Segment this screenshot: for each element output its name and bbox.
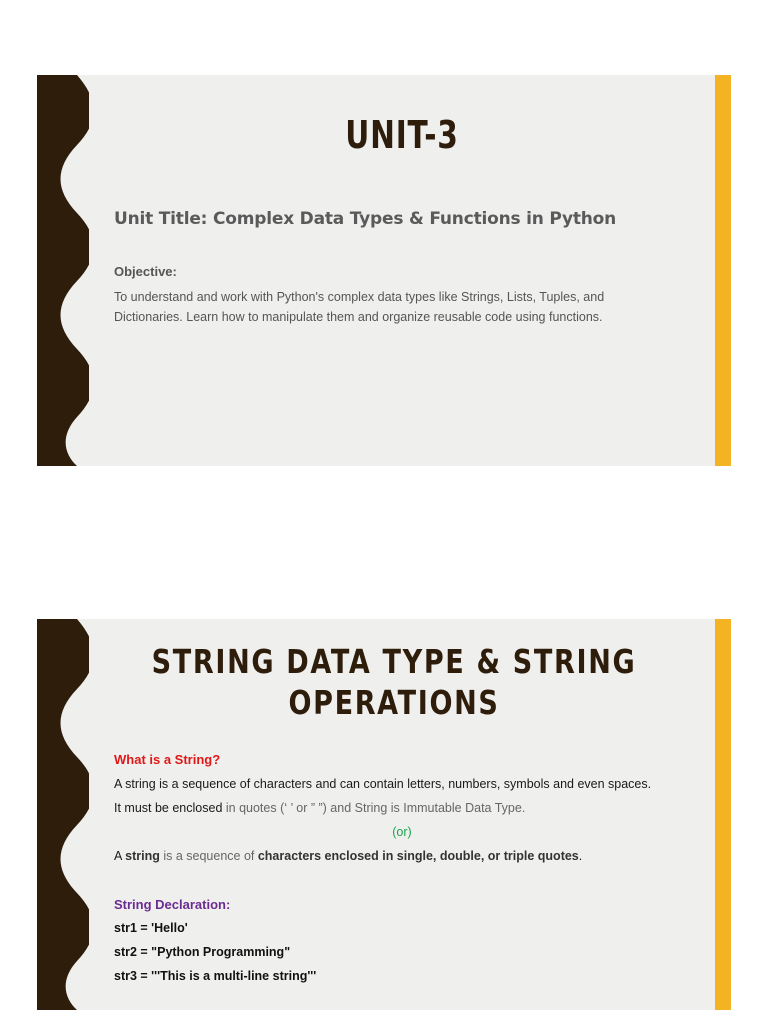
accent-bar-right xyxy=(715,75,731,466)
enclosed-text: It must be enclosed xyxy=(114,801,223,815)
slide-title: UNIT-3 xyxy=(345,113,459,157)
code-line-1: str1 = 'Hello' xyxy=(114,921,188,935)
slide-title-line-2: OPERATIONS xyxy=(288,683,500,722)
slide-title xyxy=(134,641,654,723)
code-line-2: str2 = "Python Programming" xyxy=(114,945,291,959)
accent-bar-right xyxy=(715,619,731,1010)
objective-label: Objective: xyxy=(114,264,177,279)
slide-title-line-1: STRING DATA TYPE & STRING xyxy=(151,642,637,681)
text-a: A xyxy=(114,849,126,863)
string-definition-line-1: A string is a sequence of characters and can contain letters, numbers, symbols and even spaces. xyxy=(114,777,652,791)
text-string-bold: string xyxy=(125,849,160,863)
string-definition-line-2 xyxy=(114,801,525,815)
or-separator: (or) xyxy=(392,825,412,839)
wavy-left-border xyxy=(37,619,89,1010)
text-period: . xyxy=(578,849,583,863)
objective-text: To understand and work with Python's complex data types like Strings, Lists, Tuples, and Dictionaries. Learn how to manipulate them and organize reusable code using functions. xyxy=(114,290,605,324)
wavy-left-border xyxy=(37,75,89,466)
code-line-3: str3 = '''This is a multi-line string''' xyxy=(114,969,317,983)
string-alt-definition xyxy=(114,849,582,863)
what-is-string-heading: What is a String? xyxy=(114,752,221,767)
text-characters-bold: characters enclosed in single, double, or triple quotes xyxy=(257,849,579,863)
text-sequence-of: is a sequence of xyxy=(159,849,258,863)
slide-string-data-type xyxy=(37,619,731,1010)
string-declaration-heading: String Declaration: xyxy=(114,897,231,912)
quotes-text: in quotes (‘ ’ or ” ”) and String is Immutable Data Type. xyxy=(222,801,526,815)
unit-title: Unit Title: Complex Data Types & Functions in Python xyxy=(114,209,617,229)
slide-unit-3 xyxy=(37,75,731,466)
